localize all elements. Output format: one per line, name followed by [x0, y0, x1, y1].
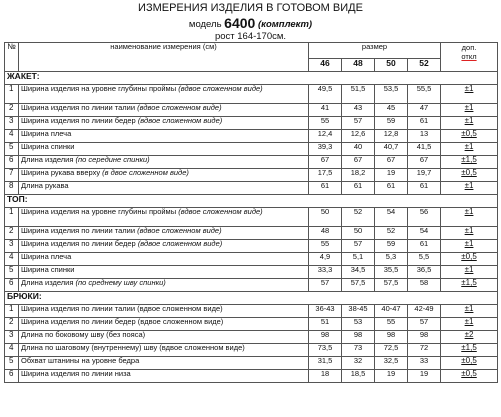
measurement-note: (вдвое сложенном виде) [178, 207, 263, 216]
measurements-table [4, 42, 498, 383]
measurement-note: (вдвое сложенном виде) [137, 103, 222, 112]
size-value: 32 [342, 357, 375, 370]
table-row [5, 182, 498, 195]
measurement-name: Ширина изделия по линии бедер [21, 116, 136, 125]
tolerance-value: ±1 [441, 85, 498, 104]
size-value: 67 [309, 156, 342, 169]
size-value: 42-49 [408, 305, 441, 318]
tolerance-value: ±2 [441, 331, 498, 344]
table-row [5, 117, 498, 130]
tolerance-value: ±0,5 [441, 357, 498, 370]
row-number: 6 [5, 279, 19, 292]
size-value: 43 [342, 104, 375, 117]
measurement-note: (в двое сложенном виде) [102, 168, 189, 177]
row-number: 1 [5, 208, 19, 227]
model-prefix: модель [188, 19, 222, 30]
size-value: 59 [375, 117, 408, 130]
table-row [5, 331, 498, 344]
size-header: 52 [408, 59, 441, 72]
table-row [5, 305, 498, 318]
measurement-name-cell [19, 357, 309, 370]
measurement-name-cell [19, 130, 309, 143]
section-title: БРЮКИ: [5, 292, 498, 305]
table-row [5, 266, 498, 279]
size-value: 57 [309, 279, 342, 292]
tolerance-value: ±1 [441, 318, 498, 331]
table-row [5, 344, 498, 357]
table-row [5, 85, 498, 104]
size-value: 67 [375, 156, 408, 169]
row-number: 5 [5, 266, 19, 279]
size-value: 61 [408, 240, 441, 253]
size-value: 54 [375, 208, 408, 227]
size-value: 73,5 [309, 344, 342, 357]
measurement-name-cell [19, 240, 309, 253]
size-value: 55 [309, 240, 342, 253]
row-number: 8 [5, 182, 19, 195]
row-number: 2 [5, 318, 19, 331]
tolerance-label-2: откл [461, 52, 477, 61]
tolerance-value: ±1 [441, 240, 498, 253]
measurement-name-cell [19, 370, 309, 383]
size-value: 61 [375, 182, 408, 195]
size-value: 39,3 [309, 143, 342, 156]
size-value: 18,5 [342, 370, 375, 383]
size-value: 61 [408, 117, 441, 130]
size-header: 50 [375, 59, 408, 72]
table-row [5, 357, 498, 370]
size-value: 56 [408, 208, 441, 227]
size-value: 35,5 [375, 266, 408, 279]
measurement-note: (вдвое сложенном виде) [137, 116, 223, 125]
tolerance-label-1: доп. [461, 43, 477, 52]
size-value: 61 [342, 182, 375, 195]
tolerance-value: ±1 [441, 104, 498, 117]
measurement-name-cell [19, 182, 309, 195]
measurement-name: Ширина изделия по линии талии (вдвое сложенном виде) [21, 304, 223, 313]
page-title: ИЗМЕРЕНИЯ ИЗДЕЛИЯ В ГОТОВОМ ВИДЕ [138, 2, 363, 14]
table-row [5, 208, 498, 227]
tolerance-value: ±1 [441, 227, 498, 240]
column-header-size: размер [309, 43, 441, 59]
row-number: 3 [5, 331, 19, 344]
size-value: 19 [375, 370, 408, 383]
measurement-name-cell [19, 156, 309, 169]
measurement-name-cell [19, 208, 309, 227]
measurement-name-cell [19, 169, 309, 182]
measurement-name-cell [19, 253, 309, 266]
measurement-name: Длина изделия [21, 278, 74, 287]
section-title: ЖАКЕТ: [5, 72, 498, 85]
size-value: 51 [309, 318, 342, 331]
size-value: 98 [309, 331, 342, 344]
size-value: 98 [375, 331, 408, 344]
row-number: 6 [5, 156, 19, 169]
size-value: 18,2 [342, 169, 375, 182]
tolerance-value: ±0,5 [441, 130, 498, 143]
size-value: 47 [408, 104, 441, 117]
size-value: 57 [408, 318, 441, 331]
row-number: 5 [5, 357, 19, 370]
tolerance-value: ±1 [441, 117, 498, 130]
column-header-no: № [5, 43, 19, 72]
row-number: 2 [5, 104, 19, 117]
table-row [5, 279, 498, 292]
measurement-name-cell [19, 344, 309, 357]
row-number: 4 [5, 344, 19, 357]
measurement-name-cell [19, 227, 309, 240]
measurement-name-cell [19, 104, 309, 117]
measurement-name-cell [19, 85, 309, 104]
model-line [0, 15, 501, 31]
size-value: 58 [408, 279, 441, 292]
table-row [5, 227, 498, 240]
table-row [5, 143, 498, 156]
measurement-name: Ширина изделия по линии бедер [21, 239, 136, 248]
table-row [5, 156, 498, 169]
size-value: 36,5 [408, 266, 441, 279]
size-value: 17,5 [309, 169, 342, 182]
size-value: 73 [342, 344, 375, 357]
row-number: 1 [5, 85, 19, 104]
tolerance-value: ±0,5 [441, 370, 498, 383]
measurement-note: (вдвое сложенном виде) [137, 226, 222, 235]
size-value: 5,3 [375, 253, 408, 266]
size-value: 36-43 [309, 305, 342, 318]
measurement-name: Ширина рукава вверху [21, 168, 101, 177]
size-value: 57,5 [375, 279, 408, 292]
measurement-name: Ширина изделия по линии низа [21, 369, 131, 378]
section-header-row [5, 195, 498, 208]
size-value: 57,5 [342, 279, 375, 292]
table-row [5, 318, 498, 331]
measurement-name-cell [19, 266, 309, 279]
size-value: 4,9 [309, 253, 342, 266]
size-value: 50 [309, 208, 342, 227]
size-value: 40 [342, 143, 375, 156]
row-number: 4 [5, 253, 19, 266]
size-value: 61 [408, 182, 441, 195]
size-value: 41,5 [408, 143, 441, 156]
tolerance-value: ±1,5 [441, 279, 498, 292]
table-row [5, 370, 498, 383]
size-value: 67 [408, 156, 441, 169]
size-value: 49,5 [309, 85, 342, 104]
table-row [5, 169, 498, 182]
measurement-note: (по среднему шву спинки) [75, 278, 166, 287]
size-value: 53 [342, 318, 375, 331]
size-value: 40-47 [375, 305, 408, 318]
tolerance-value: ±1 [441, 182, 498, 195]
measurement-name: Ширина изделия на уровне глубины проймы [21, 207, 177, 216]
measurement-name: Длина по боковому шву (без пояса) [21, 330, 146, 339]
size-value: 67 [342, 156, 375, 169]
table-header-row [5, 43, 498, 59]
row-number: 6 [5, 370, 19, 383]
tolerance-value: ±1 [441, 266, 498, 279]
size-value: 52 [342, 208, 375, 227]
table-row [5, 104, 498, 117]
row-number: 1 [5, 305, 19, 318]
measurement-name: Ширина плеча [21, 129, 72, 138]
measurement-name: Ширина спинки [21, 265, 75, 274]
size-value: 12,4 [309, 130, 342, 143]
row-number: 3 [5, 240, 19, 253]
measurement-name: Длина изделия [21, 155, 74, 164]
size-header: 48 [342, 59, 375, 72]
measurement-name: Ширина плеча [21, 252, 72, 261]
tolerance-value: ±1 [441, 305, 498, 318]
size-value: 53,5 [375, 85, 408, 104]
measurement-name: Длина по шаговому (внутреннему) шву (вдвое сложенном виде) [21, 343, 245, 352]
size-value: 19 [375, 169, 408, 182]
row-number: 3 [5, 117, 19, 130]
size-value: 54 [408, 227, 441, 240]
size-value: 50 [342, 227, 375, 240]
measurement-note: (вдвое сложенном виде) [137, 239, 223, 248]
size-value: 41 [309, 104, 342, 117]
size-value: 48 [309, 227, 342, 240]
size-value: 55,5 [408, 85, 441, 104]
size-value: 55 [309, 117, 342, 130]
column-header-name: наименование измерения (см) [19, 43, 309, 72]
size-value: 72,5 [375, 344, 408, 357]
section-header-row [5, 72, 498, 85]
measurement-name-cell [19, 279, 309, 292]
size-value: 55 [375, 318, 408, 331]
size-value: 98 [408, 331, 441, 344]
measurement-name: Ширина изделия по линии бедер (вдвое сложенном виде) [21, 317, 224, 326]
size-value: 57 [342, 240, 375, 253]
size-value: 52 [375, 227, 408, 240]
size-value: 59 [375, 240, 408, 253]
size-value: 33 [408, 357, 441, 370]
tolerance-value: ±0,5 [441, 169, 498, 182]
tolerance-value: ±1 [441, 143, 498, 156]
size-header: 46 [309, 59, 342, 72]
size-value: 61 [309, 182, 342, 195]
measurement-name: Ширина изделия по линии талии [21, 103, 136, 112]
measurement-name: Длина рукава [21, 181, 69, 190]
size-value: 12,8 [375, 130, 408, 143]
tolerance-value: ±1,5 [441, 344, 498, 357]
size-value: 18 [309, 370, 342, 383]
size-value: 19 [408, 370, 441, 383]
measurement-note: (по середине спинки) [75, 155, 150, 164]
size-value: 32,5 [375, 357, 408, 370]
tolerance-value: ±1 [441, 208, 498, 227]
height-range: рост 164-170см. [214, 31, 287, 42]
measurement-name: Обхват штанины на уровне бедра [21, 356, 140, 365]
row-number: 5 [5, 143, 19, 156]
section-title: ТОП: [5, 195, 498, 208]
measurement-name: Ширина изделия по линии талии [21, 226, 136, 235]
size-value: 31,5 [309, 357, 342, 370]
measurement-name-cell [19, 331, 309, 344]
size-value: 72 [408, 344, 441, 357]
tolerance-value: ±0,5 [441, 253, 498, 266]
size-value: 34,5 [342, 266, 375, 279]
size-value: 19,7 [408, 169, 441, 182]
size-value: 38-45 [342, 305, 375, 318]
measurement-name-cell [19, 305, 309, 318]
size-value: 40,7 [375, 143, 408, 156]
table-row [5, 240, 498, 253]
size-value: 33,3 [309, 266, 342, 279]
measurement-name-cell [19, 117, 309, 130]
measurement-note: (вдвое сложенном виде) [178, 84, 263, 93]
size-value: 5,1 [342, 253, 375, 266]
size-value: 13 [408, 130, 441, 143]
table-row [5, 253, 498, 266]
measurement-name: Ширина изделия на уровне глубины проймы [21, 84, 177, 93]
section-header-row [5, 292, 498, 305]
tolerance-value: ±1,5 [441, 156, 498, 169]
size-value: 98 [342, 331, 375, 344]
size-value: 12,6 [342, 130, 375, 143]
measurement-name-cell [19, 143, 309, 156]
size-value: 57 [342, 117, 375, 130]
model-kit: (комплект) [257, 19, 313, 30]
model-number: 6400 [224, 15, 256, 31]
size-value: 5,5 [408, 253, 441, 266]
row-number: 4 [5, 130, 19, 143]
row-number: 7 [5, 169, 19, 182]
measurement-name-cell [19, 318, 309, 331]
column-header-tolerance [441, 43, 498, 72]
row-number: 2 [5, 227, 19, 240]
size-value: 51,5 [342, 85, 375, 104]
size-value: 45 [375, 104, 408, 117]
table-row [5, 130, 498, 143]
measurement-name: Ширина спинки [21, 142, 75, 151]
